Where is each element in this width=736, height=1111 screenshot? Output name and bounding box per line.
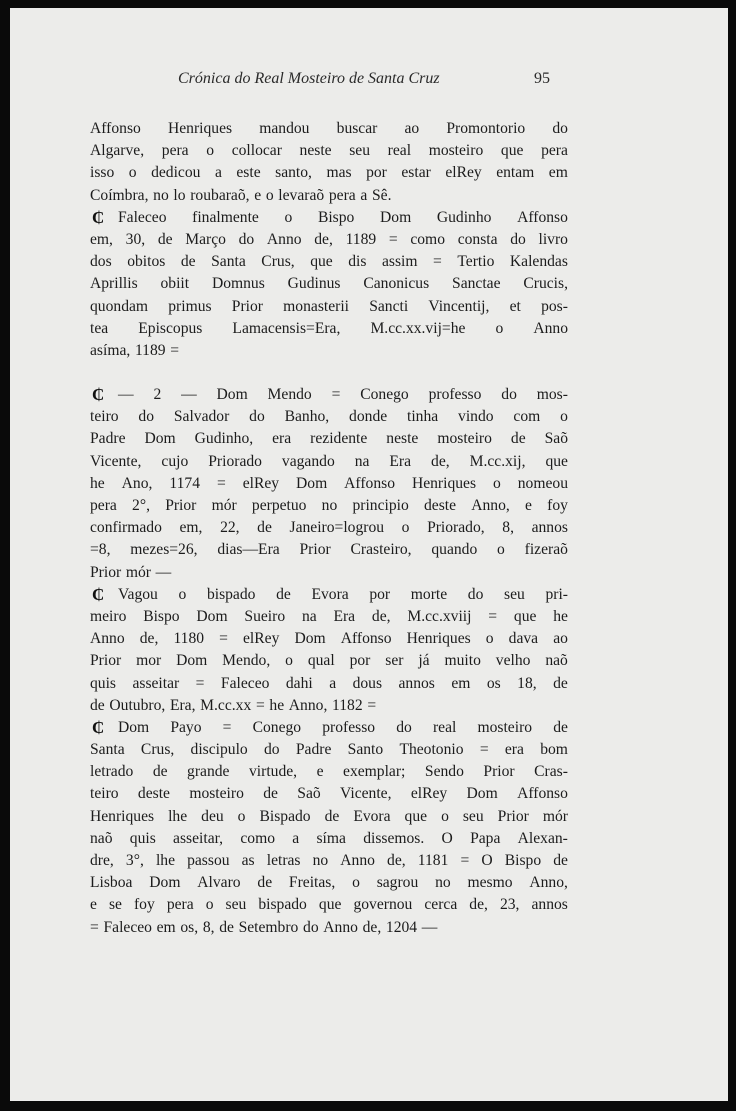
text-line: teiro deste mosteiro de Saõ Vicente, elRey Dom Affonso bbox=[90, 785, 568, 803]
text-line: Vicente, cujo Priorado vagando na Era de, M.cc.xij, que bbox=[90, 452, 568, 470]
text-line: meiro Bispo Dom Sueiro na Era de, M.cc.xviij = que he bbox=[90, 607, 568, 625]
text-line: em, 30, de Março do Anno de, 1189 = como consta do livro bbox=[90, 230, 568, 248]
text-line: Anno de, 1180 = elRey Dom Affonso Henriques o dava ao bbox=[90, 630, 568, 648]
text-line: Prior mór — bbox=[90, 563, 172, 581]
text-line: ₵ Faleceo finalmente o Bispo Dom Gudinho Affonso bbox=[90, 207, 568, 229]
text-line: Aprillis obiit Domnus Gudinus Canonicus Sanctae Crucis, bbox=[90, 275, 568, 293]
paragraph bbox=[90, 584, 568, 717]
pilcrow-icon: ₵ bbox=[92, 717, 105, 737]
pilcrow-icon: ₵ bbox=[92, 584, 105, 604]
paragraph bbox=[90, 717, 568, 939]
running-title: Crónica do Real Mosteiro de Santa Cruz bbox=[178, 70, 440, 87]
text-line: Padre Dom Gudinho, era rezidente neste mosteiro de Saõ bbox=[90, 430, 568, 448]
text-line: e se foy pera o seu bispado que governou cerca de, 23, annos bbox=[90, 896, 568, 914]
book-page bbox=[10, 8, 728, 1101]
page-header bbox=[10, 70, 728, 94]
text-line: Santa Crus, discipulo do Padre Santo Theotonio = era bom bbox=[90, 741, 568, 759]
text-line: ₵ Vagou o bispado de Evora por morte do seu pri- bbox=[90, 584, 568, 606]
text-line: dre, 3°, lhe passou as letras no Anno de, 1181 = O Bispo de bbox=[90, 852, 568, 869]
paragraph-gap bbox=[90, 362, 568, 384]
text-line: he Ano, 1174 = elRey Dom Affonso Henriques o nomeou bbox=[90, 474, 568, 492]
text-line: =8, mezes=26, dias—Era Prior Crasteiro, quando o fizeraõ bbox=[90, 541, 568, 559]
text-line: quis asseitar = Faleceo dahi a dous annos em os 18, de bbox=[90, 674, 568, 692]
text-line: letrado de grande virtude, e exemplar; Sendo Prior Cras- bbox=[90, 763, 568, 781]
text-line: isso o dedicou a este santo, mas por estar elRey entam em bbox=[90, 164, 568, 182]
text-line: ₵ — 2 — Dom Mendo = Conego professo do mos- bbox=[90, 384, 568, 406]
text-line: naõ quis asseitar, como a síma dissemos. O Papa Alexan- bbox=[90, 829, 568, 847]
text-line: Algarve, pera o collocar neste seu real mosteiro que pera bbox=[90, 142, 568, 160]
text-line: = Faleceo em os, 8, de Setembro do Anno de, 1204 — bbox=[90, 918, 438, 936]
text-line: dos obitos de Santa Crus, que dis assim = Tertio Kalendas bbox=[90, 253, 568, 271]
text-line: asíma, 1189 = bbox=[90, 341, 180, 359]
text-line: tea Episcopus Lamacensis=Era, M.cc.xx.vij=he o Anno bbox=[90, 319, 568, 337]
text-line: teiro do Salvador do Banho, donde tinha vindo com o bbox=[90, 408, 568, 426]
text-line: Coímbra, no lo roubaraõ, e o levaraõ pera a Sê. bbox=[90, 186, 392, 204]
paragraph bbox=[90, 118, 568, 207]
text-line: Lisboa Dom Alvaro de Freitas, o sagrou no mesmo Anno, bbox=[90, 874, 568, 892]
text-line: Prior mor Dom Mendo, o qual por ser já muito velho naõ bbox=[90, 652, 568, 670]
text-line: pera 2°, Prior mór perpetuo no principio deste Anno, e foy bbox=[90, 497, 568, 514]
page-number: 95 bbox=[534, 70, 550, 87]
pilcrow-icon: ₵ bbox=[92, 385, 105, 405]
text-line: confirmado em, 22, de Janeiro=logrou o Priorado, 8, annos bbox=[90, 519, 568, 537]
text-line: quondam primus Prior monasterii Sancti Vincentij, et pos- bbox=[90, 297, 568, 315]
paragraph bbox=[90, 207, 568, 362]
pilcrow-icon: ₵ bbox=[92, 207, 105, 227]
paragraph bbox=[90, 384, 568, 584]
body-text bbox=[90, 118, 568, 939]
text-line: Henriques lhe deu o Bispado de Evora que o seu Prior mór bbox=[90, 807, 568, 825]
text-line: de Outubro, Era, M.cc.xx = he Anno, 1182 = bbox=[90, 696, 377, 714]
text-line: ₵ Dom Payo = Conego professo do real mosteiro de bbox=[90, 717, 568, 739]
text-line: Affonso Henriques mandou buscar ao Promontorio do bbox=[90, 120, 568, 137]
